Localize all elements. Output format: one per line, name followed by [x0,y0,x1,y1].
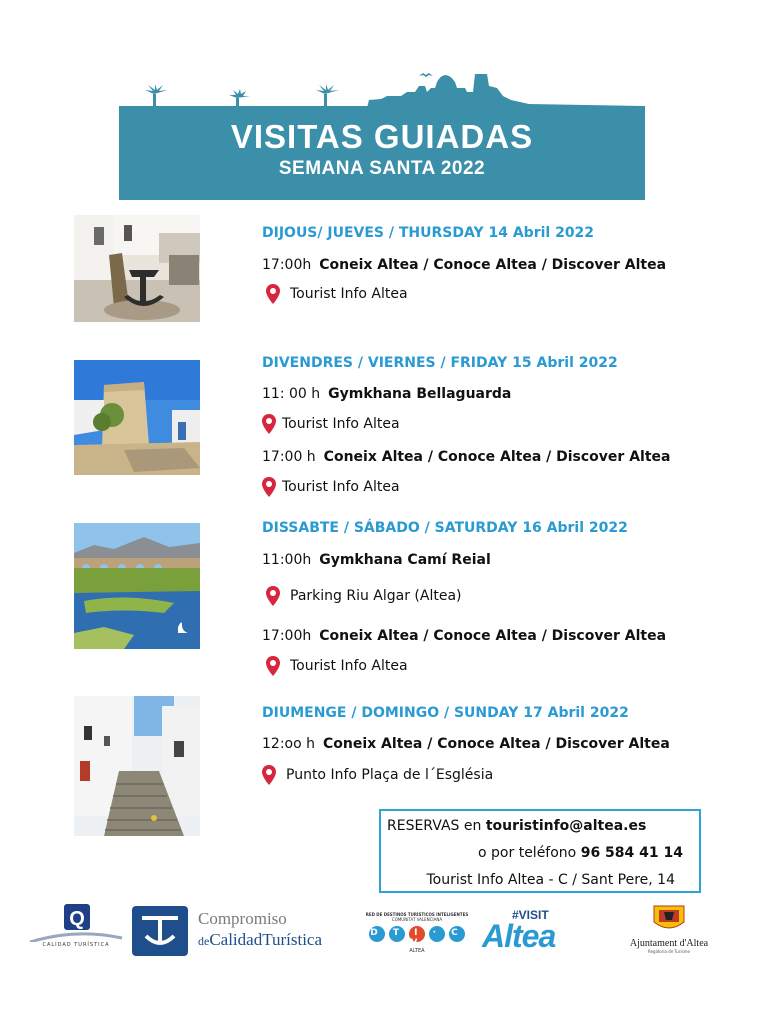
event-name: Gymkhana Bellaguarda [328,386,512,402]
day-3-heading: DISSABTE / SÁBADO / SATURDAY 16 Abril 2022 [262,520,628,536]
visit-name: Altea [482,918,556,954]
reservations-email-line [387,818,646,834]
location-pin-icon [266,586,280,606]
location-label: Parking Riu Algar (Altea) [290,588,462,604]
location-pin-icon [262,765,276,785]
calidad-caption: CALIDAD TURÍSTICA [42,942,110,948]
reservations-prefix: RESERVAS en [387,818,482,834]
location-label: Tourist Info Altea [282,416,400,432]
svg-text:Q: Q [69,908,85,930]
dti-top-text: RED DE DESTINOS TURÍSTICOS INTELIGENTES [365,912,469,917]
logo-compromiso-calidad [132,906,358,958]
event-time: 17:00h [262,628,312,644]
event-time: 17:00 h [262,449,316,465]
ajuntament-sub: Regidoria de Turisme [647,949,690,954]
photo-riu-algar [74,523,200,649]
day-1-heading: DIJOUS/ JUEVES / THURSDAY 14 Abril 2022 [262,225,595,241]
banner-title: VISITAS GUIADAS [230,118,534,155]
sponsor-logos [0,900,779,970]
compromiso-mark-icon [132,906,188,956]
day-3-event-2 [262,628,666,644]
location-pin-icon [262,414,276,434]
compromiso-calidad: CalidadTurística [209,930,323,949]
location-label: Tourist Info Altea [282,479,400,495]
event-name: Coneix Altea / Conoce Altea / Discover Altea [319,628,667,644]
event-time: 17:00h [262,257,312,273]
event-time: 11:00h [262,552,312,568]
event-time: 11: 00 h [262,386,321,402]
day-2-location-1 [262,414,400,434]
dti-bottom-text: ALTEA [409,948,425,954]
event-name: Gymkhana Camí Reial [319,552,491,568]
logo-calidad-turistica [26,902,126,958]
day-4-location-1 [262,765,493,785]
reservations-phone-link[interactable]: 96 584 41 14 [580,845,683,861]
event-time: 12:oo h [262,736,315,752]
photo-bellaguarda-tower [74,360,200,475]
logo-visit-altea [482,908,600,958]
day-2-location-2 [262,477,400,497]
compromiso-line-1: Compromiso [198,909,287,928]
coat-of-arms-icon [614,904,724,934]
day-1-event-1 [262,257,666,273]
day-2-event-1 [262,386,511,402]
day-1-location-1 [266,284,408,304]
skyline-silhouette-icon [119,66,645,108]
day-4-event-1 [262,736,670,752]
location-pin-icon [266,656,280,676]
photo-anchor-street [74,215,200,322]
day-2-heading: DIVENDRES / VIERNES / FRIDAY 15 Abril 2022 [262,355,618,371]
dti-letters: D T I · C V [370,928,464,948]
location-pin-icon [262,477,276,497]
event-name: Coneix Altea / Conoce Altea / Discover Altea [323,449,671,465]
logo-ajuntament-altea [614,904,724,960]
visit-tag: #VISIT [512,908,549,922]
day-2-event-2 [262,449,670,465]
location-label: Punto Info Plaça de l´Església [286,767,494,783]
day-4-heading: DIUMENGE / DOMINGO / SUNDAY 17 Abril 2022 [262,705,629,721]
reservations-box [379,809,701,893]
reservations-phone-prefix: o por teléfono [478,845,577,861]
location-label: Tourist Info Altea [290,658,408,674]
day-3-location-2 [266,656,408,676]
reservations-email-link[interactable]: touristinfo@altea.es [485,818,647,834]
location-label: Tourist Info Altea [290,286,408,302]
reservations-phone-line [478,845,683,861]
q-quality-icon [26,902,126,942]
day-3-location-1 [266,586,462,606]
dti-top-text-2: COMUNITAT VALENCIANA [391,917,443,922]
day-3-event-1 [262,552,491,568]
logo-dti-cv [363,912,471,958]
event-name: Coneix Altea / Conoce Altea / Discover Altea [319,257,667,273]
location-pin-icon [266,284,280,304]
reservations-address: Tourist Info Altea - C / Sant Pere, 14 [426,872,675,888]
ajuntament-name: Ajuntament d'Altea [629,938,709,949]
event-name: Coneix Altea / Conoce Altea / Discover Altea [323,736,670,752]
header-banner [0,0,779,210]
photo-church-steps [74,696,200,836]
compromiso-de: de [198,934,210,948]
banner-subtitle: SEMANA SANTA 2022 [278,158,486,179]
compromiso-line-2 [198,930,322,950]
